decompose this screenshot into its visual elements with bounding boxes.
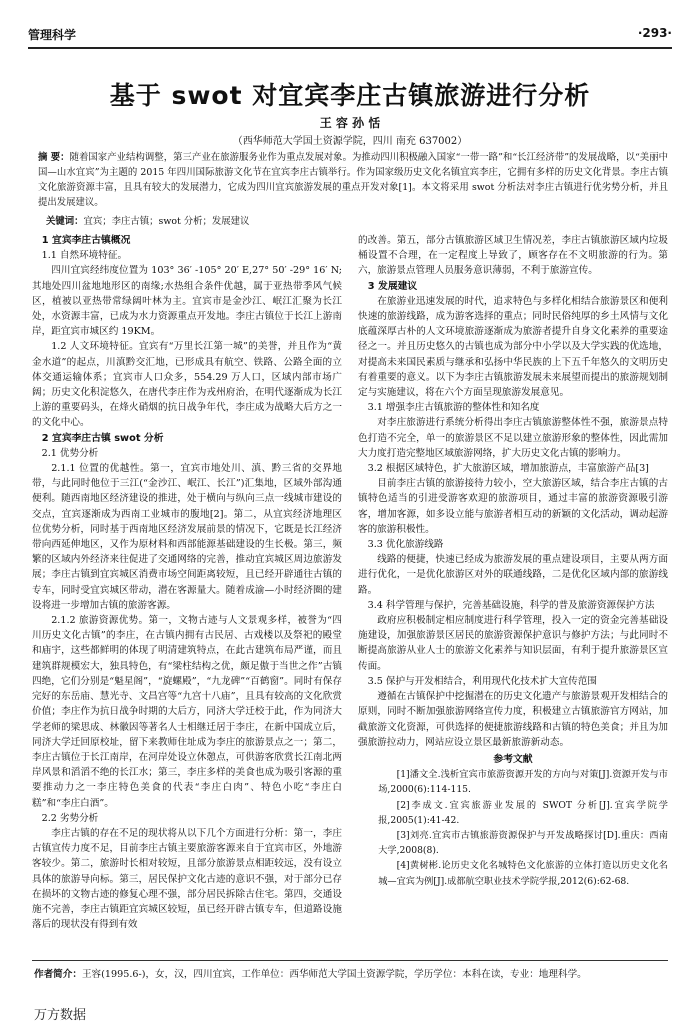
journal-name: 管理科学 (28, 28, 77, 42)
running-header (28, 22, 672, 44)
paragraph: 对李庄旅游进行系统分析得出李庄古镇旅游整体性不强，旅游景点特色打造不完全，单一的旅游景区不足以建立旅游形象的整体性，因此需加大力度打造完整地区域旅游网络，扩大历史文化古镇的影响力。 (358, 417, 668, 459)
subsection-heading: 3.3 优化旅游线路 (367, 539, 444, 551)
author-info-text: 王容(1995.6-)，女，汉，四川宜宾，工作单位：西华师范大学国土资源学院，学历学位：本科在读，专业：地理科学。 (81, 969, 587, 980)
subsection-heading: 3.4 科学管理与保护，完善基础设施，科学的普及旅游资源保护方法 (367, 599, 655, 611)
author-info (34, 966, 668, 980)
right-column (358, 233, 668, 889)
section-heading: 2 宜宾李庄古镇 swot 分析 (41, 432, 164, 444)
keywords (46, 213, 668, 227)
paragraph: 2.1.1 位置的优越性。第一，宜宾市地处川、滇、黔三省的交界地带，与此同时他位于三江(“金沙江、岷江、长江”)汇集地，区域外部沟通便利。随西南地区经济建设的推进，处于横向与纵向三点一线城市建设的交点，宜宾逐渐成为西南工业城市的腹地[2]。第二，从宜宾经济地理区位优势分析，同时基于西南地区经济发展前景的情况下，它既是长江经济带向西延伸地区，又作为原材料和西部能源基础建设的生长极。第三，频繁的区域内外经济来往促进了交通网络的完善，推动宜宾城区周边旅游发展；李庄古镇到宜宾城区消费市场空间距离较短，且已经开辟通往古镇的专车，同时受宜宾城区带动，潜在客源量大。随着成渝—小时经济圈的建设将进一步增加古镇的旅游客源。 (32, 463, 342, 611)
authors: 王 容 孙 恬 (319, 116, 381, 130)
subsection-heading: 2.2 劣势分析 (41, 812, 99, 824)
reference-item: [1]潘文全.浅析宜宾市旅游资源开发的方向与对策[J].资源开发与市场,2000(6):114-115. (378, 769, 668, 796)
paper-title: 基于 swot 对宜宾李庄古镇旅游进行分析 (109, 81, 591, 110)
subsection-heading: 3.5 保护与开发相结合，利用现代化技术扩大宣传范围 (367, 675, 597, 687)
paragraph: 遵循在古镇保护中挖掘潜在的历史文化遗产与旅游景观开发相结合的原则，同时不断加强旅游网络宣传力度，积极建立古镇旅游官方网站，加截旅游文化资源，可供选择的便捷旅游线路和古镇的特色美食；并且为加强旅游拉动力，网站应设立景区最新旅游新动态。 (358, 691, 668, 748)
left-column (32, 233, 342, 932)
subsection-heading: 2.1 优势分析 (41, 447, 99, 459)
subsection-heading: 3.1 增强李庄古镇旅游的整体性和知名度 (367, 402, 540, 414)
reference-item: [2]李成文.宜宾旅游业发展的 SWOT 分析[J].宜宾学院学报,2005(1):41-42. (378, 799, 668, 826)
page-number: ·293· (637, 26, 672, 40)
reference-item: [3]刘亮.宜宾市古镇旅游资源保护与开发战略探讨[D].重庆：西南大学,2008(8). (378, 829, 668, 857)
keywords-label: 关键词： (46, 216, 84, 227)
section-heading: 3 发展建议 (367, 280, 418, 292)
abstract-text: 随着国家产业结构调整，第三产业在旅游服务业作为重点发展对象。为推动四川积极融入国家“一带一路”和“长江经济带”的发展战略，以“美丽中国—山水宜宾”为主题的 2015 年四川国际旅游文化节在宜宾李庄古镇举行。作为国家级历史文化名镇宜宾李庄，它拥有多样的历史文化背景。李庄古镇文化旅游资源丰富，且具有较大的发展潜力，它成为四川宜宾旅游发展的重点开发对象[1]。本文将采用 swot 分析法对李庄古镇进行优劣势分析，并且提出发展建议。 (38, 152, 668, 208)
abstract-label: 摘 要： (38, 152, 70, 163)
paragraph: 的改善。第五，部分古镇旅游区域卫生情况差，李庄古镇旅游区域内垃圾桶设置不合理，在一定程度上导致了，顾客存在不文明旅游的行为。第六，旅游景点管理人员服务意识薄弱，不利于旅游宣传。 (358, 235, 668, 277)
abstract (38, 150, 668, 210)
watermark: 万方数据 (34, 1008, 87, 1023)
paragraph: 2.1.2 旅游资源优势。第一，文物古迹与人文景观多样，被誉为“四川历史文化古镇”的李庄，在古镇内拥有古民居、古戏楼以及祭祀的殿堂和庙宇，这些都鲜明的体现了明清建筑特点，在此古建筑布局严谨，而且建筑群规模宏大，独具特色，有“梁柱结构之优，颇足傲于当世之作”古镇四绝，它们分别是“魁星阁”，“旋螺殿”，“九龙碑”“百鹤窗”。同时有保存完好的东岳庙、慧光寺、文昌宫等“九宫十八庙”，且具有较高的文化欣赏价值；李庄作为抗日战争时期的大后方，同济大学迁校于此，作为同济大学老师的梁思成、林徽因等著名人士相继迁居于李庄，在新中国成立后，同济大学迁回原校址，留下来教师住址成为李庄的旅游景点之一；第二，李庄古镇位于长江南岸，在河岸处设立休憩点，可供游客欣赏长江南北两岸风景和滔滔不绝的长江水；第三，李庄多样的美食也成为吸引客源的重要推动力之一李庄特色美食的代表“李庄白肉”、特色小吃“李庄白糕”和“李庄白酒”。 (32, 615, 342, 809)
header-rule (28, 47, 672, 49)
right-column-body (358, 233, 668, 750)
paragraph: 在旅游业迅速发展的时代，追求特色与多样化相结合旅游景区和便利快速的旅游线路，成为游客选择的重点；同时民俗纯厚的乡土风情与文化底蕴深厚古朴的人文环境旅游逐渐成为旅游者提升自身文化素养的重要途径之一。并且历史悠久的古镇也成为部分中小学以及大学实践的优选地，对提高未来国民素质与继承和弘扬中华民族的上下五千年悠久的文明历史有着重要的意义。以下为李庄古镇旅游发展未来展望而提出的旅游规划制定与实施建议，将在六个方面呈现旅游发展意见。 (358, 295, 668, 399)
references-list (358, 767, 668, 889)
footer-rule (32, 960, 668, 961)
affiliation: （西华师范大学国土资源学院，四川 南充 637002） (232, 136, 468, 147)
paragraph: 目前李庄古镇的旅游接待力较小，空大旅游区域，结合李庄古镇的古镇特色适当的引进受游客欢迎的旅游项目，通过丰富的旅游资源吸引游客，增加客源，如多设立能与旅游者相互动的新颖的文化活动，调动起游客的旅游积极性。 (358, 478, 668, 535)
reference-item: [4]黄树彬.论历史文化名城特色文化旅游的立体打造以历史文化名城—宜宾为例[J].成都航空职业技术学院学报,2012(6):62-68. (378, 860, 668, 887)
references-heading: 参考文献 (493, 753, 533, 765)
paragraph: 四川宜宾经纬度位置为 103° 36′ -105° 20′ E,27° 50′ -29° 16′ N;其地处四川盆地地形区的南缘;水热组合条件优越，属于亚热带季风气候区，植被以亚热带常绿阔叶林为主。宜宾市是金沙江、岷江汇聚为长江处，水资源丰富，已成为水力资源重点开发地。李庄古镇位于长江上游南岸，距宜宾市城区约 19KM。 (32, 265, 342, 338)
paragraph: 1.2 人文环境特征。宜宾有“万里长江第一城”的美誉，并且作为“黄金水道”的起点，川滇黔交汇地，已形成具有航空、铁路、公路全面的立体交通运输体系；宜宾市人口众多，554.29 万人口，区域内部市场广阔；历史文化积淀悠久，在唐代李庄作为戎州府治，在明代逐渐成为长江上游的重要码头，在烽火硝烟的抗日战争年代，李庄成为战略大后方之一的文化中心。 (32, 341, 342, 429)
section-heading: 1 宜宾李庄古镇概况 (41, 235, 131, 246)
paragraph: 线路的便捷，快速已经成为旅游发展的重点建设项目，主要从两方面进行优化，一是优化旅游区对外的联通线路，二是优化区域内部的旅游线路。 (358, 554, 668, 596)
subsection-heading: 1.1 自然环境特征。 (41, 250, 128, 262)
paragraph: 政府应积极制定相应制度进行科学管理，投入一定的资金完善基础设施建设，加强旅游景区居民的旅游资源保护意识与修护方法；与此同时不断提高旅游从业人士的旅游文化素养与知识层面，有利于提升旅游景区宣传面。 (358, 615, 668, 672)
subsection-heading: 3.2 根据区域特色，扩大旅游区域，增加旅游点，丰富旅游产品[3] (367, 463, 649, 475)
keywords-text: 宜宾；李庄古镇；swot 分析；发展建议 (83, 216, 250, 227)
author-info-label: 作者简介： (34, 969, 82, 980)
paragraph: 李庄古镇的存在不足的现状将从以下几个方面进行分析：第一，李庄古镇宣传力度不足，目前李庄古镇主要旅游客源来自于宜宾市区，外地游客较少。第二，旅游时长相对较短，且部分旅游景点相距较远，没有设立具体的旅游导向标。第三，居民保护文化古迹的意识不强，对于部分已存在损坏的文物古迹的修复心理不强，部分居民拆除古住宅。第四，交通设施不完善，李庄古镇距宜宾城区较短，虽已经开辟古镇专车，但道路设施落后的现状没有得到有效 (32, 827, 342, 931)
